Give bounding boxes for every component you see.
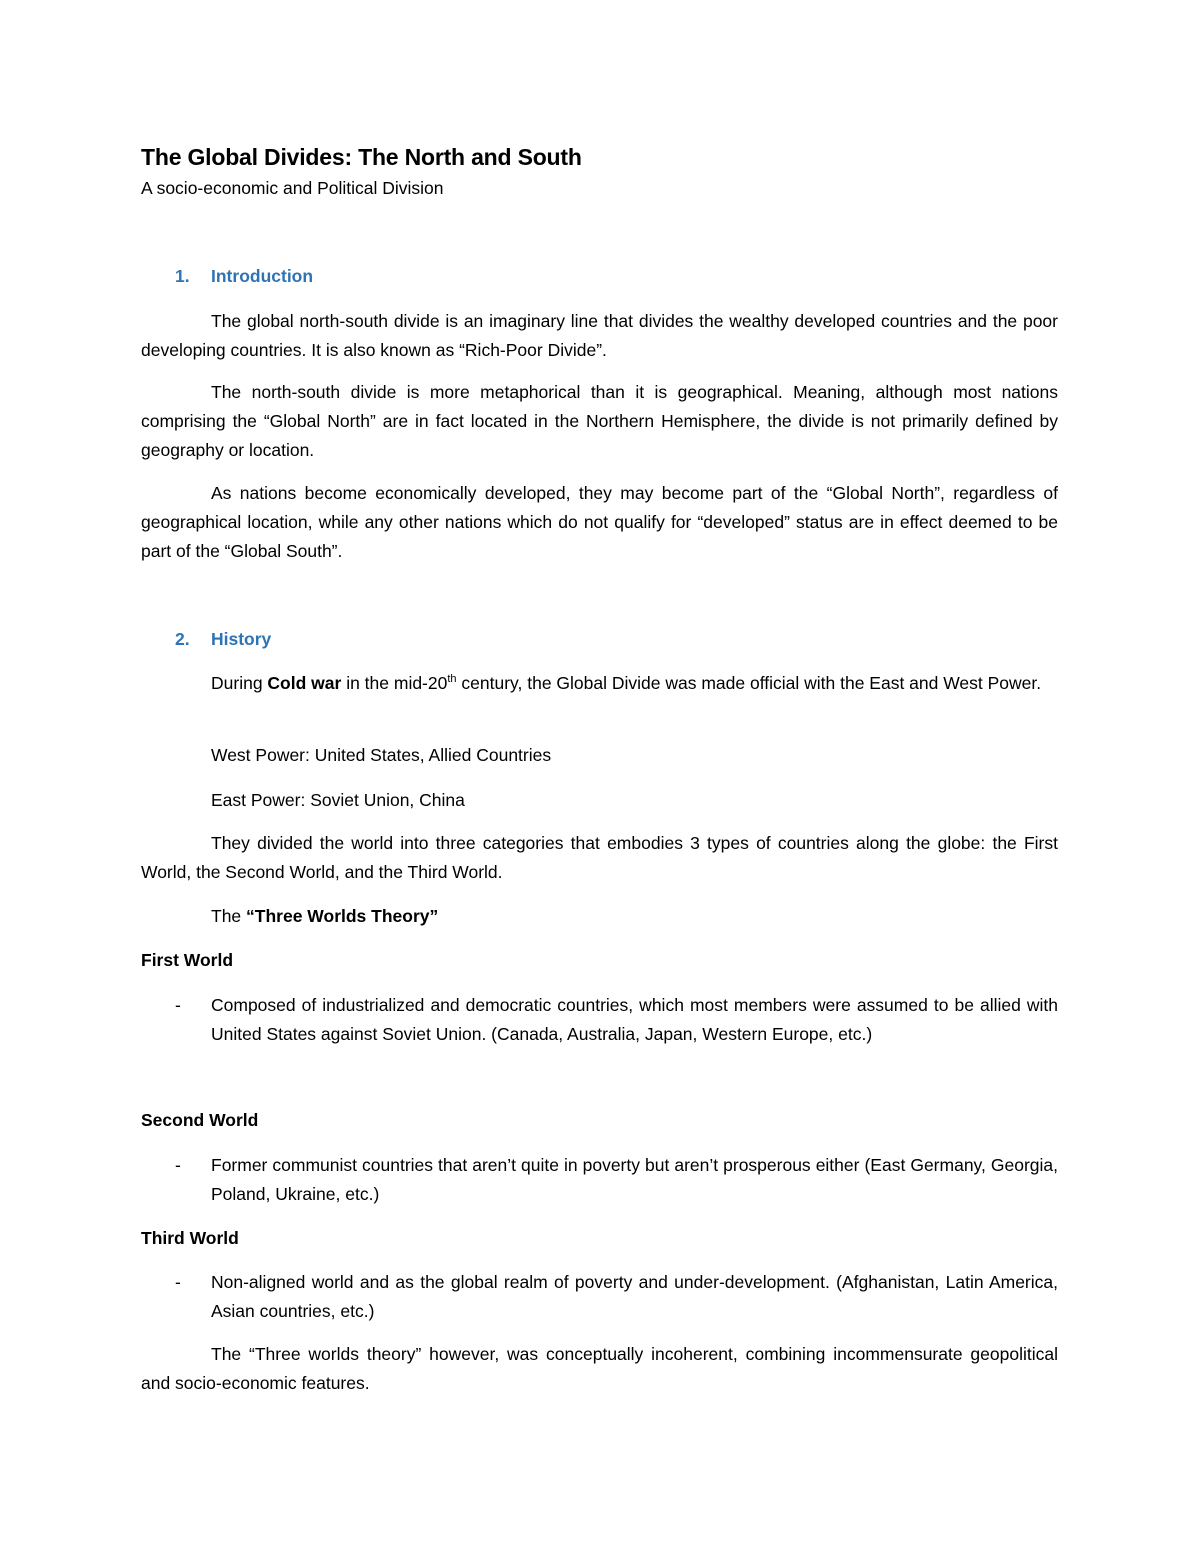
second-world-item <box>141 1151 1058 1209</box>
three-worlds-term: “Three Worlds Theory” <box>246 906 439 926</box>
third-world-text: Non-aligned world and as the global realm of poverty and under-development. (Afghanistan, Latin America, Asian countries, etc.) <box>211 1272 1058 1321</box>
three-worlds-intro: The “Three Worlds Theory” <box>211 906 439 926</box>
intro-paragraph-2: The north-south divide is more metaphorical than it is geographical. Meaning, although most nations comprising the “Global North” are in fact located in the Northern Hemisphere, the divide is not primarily defined by geography or location. <box>141 382 1058 460</box>
history-paragraph-1: During Cold war in the mid-20th century, the Global Divide was made official with the East and West Power. <box>211 673 1042 693</box>
list-dash: - <box>175 995 181 1015</box>
section-2-title: History <box>211 629 272 649</box>
document-subtitle: A socio-economic and Political Division <box>141 178 444 198</box>
document-title: The Global Divides: The North and South <box>141 144 582 170</box>
section-1-heading <box>175 266 775 287</box>
section-1-number: 1. <box>175 266 190 286</box>
third-world-item <box>141 1268 1058 1326</box>
closing-paragraph: The “Three worlds theory” however, was conceptually incoherent, combining incommensurate geopolitical and socio-economic features. <box>141 1344 1058 1393</box>
west-power-line: West Power: United States, Allied Countries <box>211 745 552 765</box>
first-world-heading: First World <box>141 950 234 970</box>
section-1-title: Introduction <box>211 266 314 286</box>
list-dash: - <box>175 1272 181 1292</box>
cold-war-term: Cold war <box>267 673 342 693</box>
section-2-heading <box>175 629 775 650</box>
history-paragraph-2: They divided the world into three categories that embodies 3 types of countries along the globe: the First World, the Second World, and the Third World. <box>141 833 1058 882</box>
list-dash: - <box>175 1155 181 1175</box>
second-world-text: Former communist countries that aren’t quite in poverty but aren’t prosperous either (East Germany, Georgia, Poland, Ukraine, etc.) <box>211 1155 1058 1204</box>
first-world-item <box>141 991 1058 1049</box>
third-world-heading: Third World <box>141 1228 239 1248</box>
second-world-heading: Second World <box>141 1110 259 1130</box>
east-power-line: East Power: Soviet Union, China <box>211 790 465 810</box>
intro-paragraph-3: As nations become economically developed, they may become part of the “Global North”, regardless of geographical location, while any other nations which do not qualify for “developed” status are in effect deemed to be part of the “Global South”. <box>141 483 1058 561</box>
section-2-number: 2. <box>175 629 190 649</box>
intro-paragraph-1: The global north-south divide is an imaginary line that divides the wealthy developed countries and the poor developing countries. It is also known as “Rich-Poor Divide”. <box>141 311 1058 360</box>
first-world-text: Composed of industrialized and democratic countries, which most members were assumed to be allied with United States against Soviet Union. (Canada, Australia, Japan, Western Europe, etc.) <box>211 995 1058 1044</box>
